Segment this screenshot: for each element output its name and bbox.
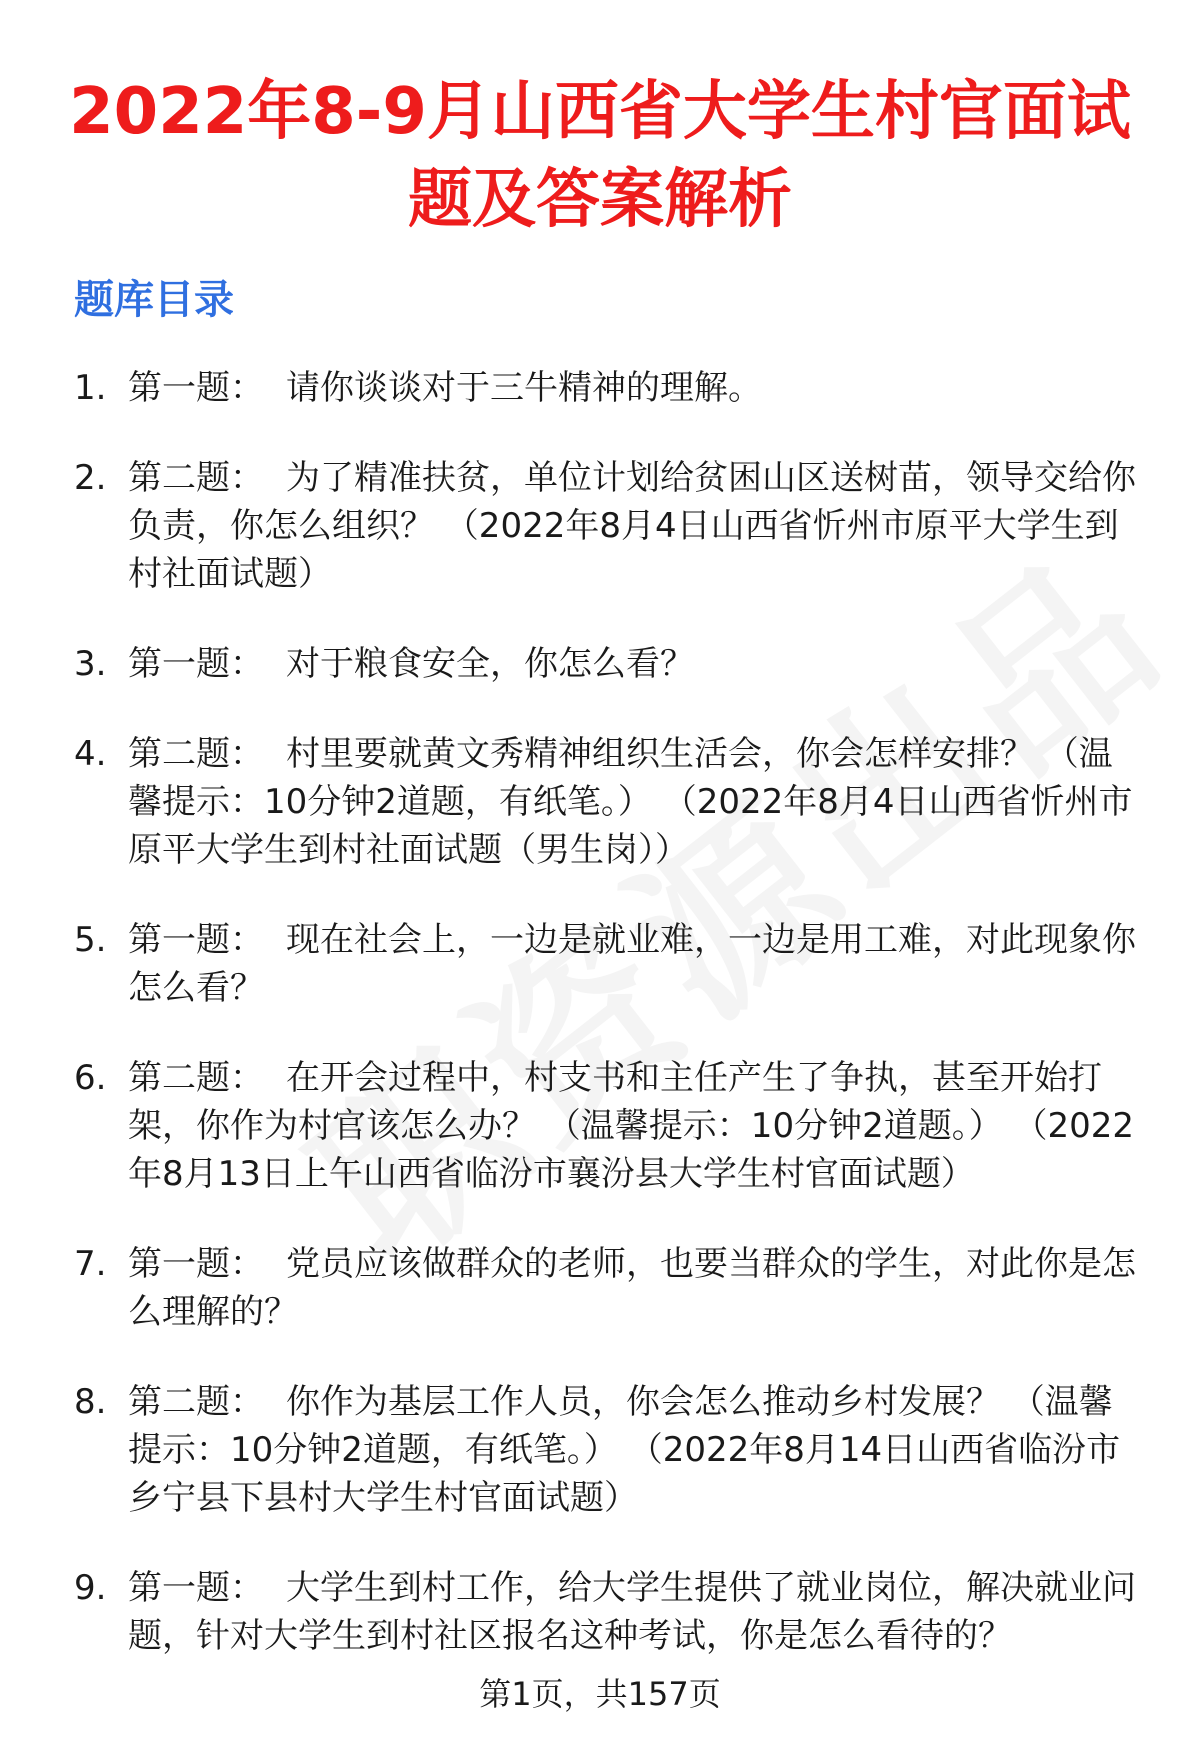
question-text: 大学生到村工作，给大学生提供了就业岗位，解决就业问题，针对大学生到村社区报名这种考试，你是怎么看待的？: [128, 1568, 1136, 1656]
question-number: 8.: [74, 1382, 107, 1422]
question-label: 第二题：: [128, 734, 264, 774]
document-title: 2022年8-9月山西省大学生村官面试题及答案解析: [69, 75, 1131, 237]
question-text: 为了精准扶贫，单位计划给贫困山区送树苗，领导交给你负责，你怎么组织？ （2022年8月4日山西省忻州市原平大学生到村社面试题）: [128, 458, 1136, 594]
question-number: 2.: [74, 458, 107, 498]
page-footer: 第1页，共157页: [479, 1675, 721, 1713]
question-number: 4.: [74, 734, 107, 774]
question-text: 在开会过程中，村支书和主任产生了争执，甚至开始打架，你作为村官该怎么办？ （温馨提示：10分钟2道题。） （2022年8月13日上午山西省临汾市襄汾县大学生村官面试题）: [128, 1058, 1135, 1194]
question-item: [74, 916, 1144, 1012]
question-text: 对于粮食安全，你怎么看？: [286, 644, 694, 684]
section-heading: 题库目录: [74, 277, 234, 323]
question-label: 第一题：: [128, 1244, 264, 1284]
question-text: 请你谈谈对于三牛精神的理解。: [286, 368, 762, 408]
question-item: [74, 1240, 1144, 1336]
question-text: 你作为基层工作人员，你会怎么推动乡村发展？ （温馨提示：10分钟2道题，有纸笔。） （2022年8月14日山西省临汾市乡宁县下县村大学生村官面试题）: [128, 1382, 1121, 1518]
question-item: [74, 1378, 1144, 1522]
question-label: 第一题：: [128, 1568, 264, 1608]
question-text: 村里要就黄文秀精神组织生活会，你会怎样安排？ （温馨提示：10分钟2道题，有纸笔。） （2022年8月4日山西省忻州市原平大学生到村社面试题（男生岗））: [128, 734, 1133, 870]
question-item: [74, 454, 1144, 598]
question-list: [74, 364, 1144, 1702]
question-number: 7.: [74, 1244, 107, 1284]
question-text: 党员应该做群众的老师，也要当群众的学生，对此你是怎么理解的？: [128, 1244, 1136, 1332]
question-text: 现在社会上，一边是就业难，一边是用工难，对此现象你怎么看？: [128, 920, 1136, 1008]
question-item: [74, 640, 1144, 688]
question-label: 第二题：: [128, 1058, 264, 1098]
question-label: 第二题：: [128, 458, 264, 498]
question-number: 9.: [74, 1568, 107, 1608]
question-label: 第一题：: [128, 644, 264, 684]
question-item: [74, 1054, 1144, 1198]
question-item: [74, 1564, 1144, 1660]
question-number: 6.: [74, 1058, 107, 1098]
question-label: 第一题：: [128, 368, 264, 408]
question-label: 第一题：: [128, 920, 264, 960]
question-item: [74, 730, 1144, 874]
question-item: [74, 364, 1144, 412]
question-number: 3.: [74, 644, 107, 684]
question-number: 5.: [74, 920, 107, 960]
question-label: 第二题：: [128, 1382, 264, 1422]
question-number: 1.: [74, 368, 107, 408]
